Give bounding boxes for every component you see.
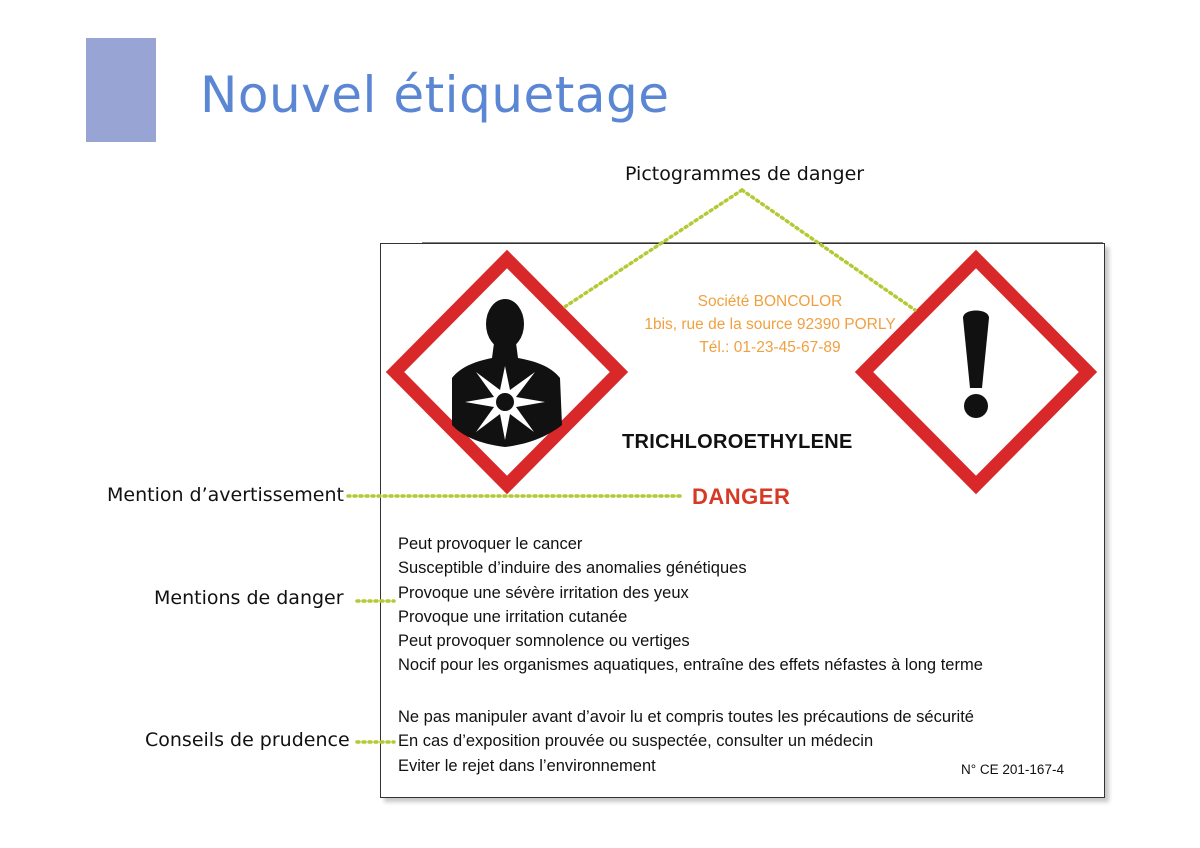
hazard-statement: Nocif pour les organismes aquatiques, entraîne des effets néfastes à long terme: [398, 656, 983, 675]
ce-number: N° CE 201-167-4: [961, 762, 1064, 777]
product-name: TRICHLOROETHYLENE: [622, 431, 853, 453]
exclamation-mark-icon: [864, 259, 1088, 485]
hazard-statement: Provoque une irritation cutanée: [398, 607, 628, 626]
precautionary-statement: Eviter le rejet dans l’environnement: [398, 756, 656, 775]
hazard-statement: Peut provoquer somnolence ou vertiges: [398, 632, 690, 651]
hazard-statement: Provoque une sévère irritation des yeux: [398, 583, 689, 602]
annotation-hazard-statements: Mentions de danger: [154, 587, 344, 609]
hazard-statement: Susceptible d’induire des anomalies génétiques: [398, 559, 747, 578]
annotation-precautionary-statements: Conseils de prudence: [145, 729, 350, 751]
precautionary-statement: En cas d’exposition prouvée ou suspectée, consulter un médecin: [398, 732, 874, 751]
annotation-signal-word: Mention d’avertissement: [107, 484, 344, 506]
precautionary-statement: Ne pas manipuler avant d’avoir lu et compris toutes les précautions de sécurité: [398, 708, 974, 726]
company-name: Société BONCOLOR: [697, 293, 843, 310]
company-phone: Tél.: 01-23-45-67-89: [699, 339, 841, 356]
annotation-pictograms: Pictogrammes de danger: [625, 163, 865, 185]
hazard-statement: Peut provoquer le cancer: [398, 535, 583, 553]
company-address: 1bis, rue de la source 92390 PORLY: [644, 316, 896, 333]
signal-word: DANGER: [692, 484, 791, 509]
annotation-connectors: [348, 190, 915, 742]
slide-title: Nouvel étiquetage: [200, 66, 670, 124]
